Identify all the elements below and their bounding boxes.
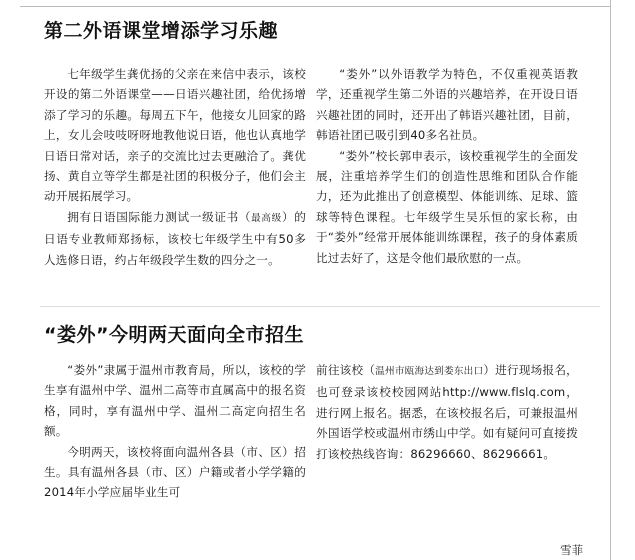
article1-p2-part2: ）的日语专业教师郑扬标，该校七年级学生中有50多人选修日语，约占年级段学生数的四分之一。: [44, 209, 306, 267]
article1-column-left: [44, 64, 306, 270]
headline-enrollment: “娄外”今明两天面向全市招生: [44, 324, 304, 346]
article2-paragraph-3: [316, 360, 578, 464]
article1-paragraph-1: 七年级学生龚优扬的父亲在来信中表示，该校开设的第二外语课堂——日语兴趣社团，给优扬增添了学习的乐趣。每周五下午，他接女儿回家的路上，女儿会吱吱呀呀地教他说日语，他也认真地学日语日常对话，亲子的交流比过去更融洽了。龚优扬、黄自立等学生都是社团的积极分子，他们会主动开展拓展学习。: [44, 67, 306, 204]
article2-column-right: [316, 360, 578, 464]
article2-paragraph-1: “娄外”隶属于温州市教育局，所以，该校的学生享有温州中学、温州二高等市直属高中的报名资格，同时，享有温州中学、温州二高定向招生名额。: [44, 363, 306, 439]
article1-paragraph-3: “娄外”以外语教学为特色，不仅重视英语教学，还重视学生第二外语的兴趣培养，在开设日语兴趣社团的同时，还开出了韩语兴趣社团，目前，韩语社团已吸引到40多名社员。: [316, 67, 578, 143]
article1-p2-part1: 拥有日语国际能力测试一级证书（: [67, 209, 252, 224]
article-divider: [40, 306, 600, 307]
article1-paragraph-4: “娄外”校长郭申表示，该校重视学生的全面发展，注重培养学生们的创造性思维和团队合作能力，还为此推出了创意模型、体能训练、足球、篮球等特色课程。七年级学生吴乐恒的家长称，由于“娄外”经常开展体能训练课程，孩子的身体素质比过去好了，这是令他们最欣慰的一点。: [316, 148, 578, 265]
author-byline: 雪菲: [560, 543, 584, 557]
article2-column-left: [44, 360, 306, 503]
article1-paragraph-2: [44, 207, 306, 270]
headline-second-language: 第二外语课堂增添学习乐趣: [44, 20, 279, 42]
top-rule: [20, 6, 610, 7]
article2-paragraph-2: 今明两天，该校将面向温州各县（市、区）招生。具有温州各县（市、区）户籍或者小学学籍的2014年小学应届毕业生可: [44, 444, 306, 500]
article2-p3-part1: 前往该校（: [316, 363, 376, 377]
right-rule: [610, 0, 611, 560]
article1-column-right: [316, 64, 578, 268]
article1-p2-small: 最高级: [251, 212, 282, 224]
article2-p3-small: 温州市瓯海达到娄东出口: [375, 366, 484, 377]
article2-p3-part2: ）进行现场报名，也可登录该校校园网站http://www.flslq.com，进行网上报名。据悉，在该校报名后，可兼报温州外国语学校或温州市绣山中学。如有疑问可直接拨打该校热线咨询：86296660、86296661。: [316, 363, 578, 461]
